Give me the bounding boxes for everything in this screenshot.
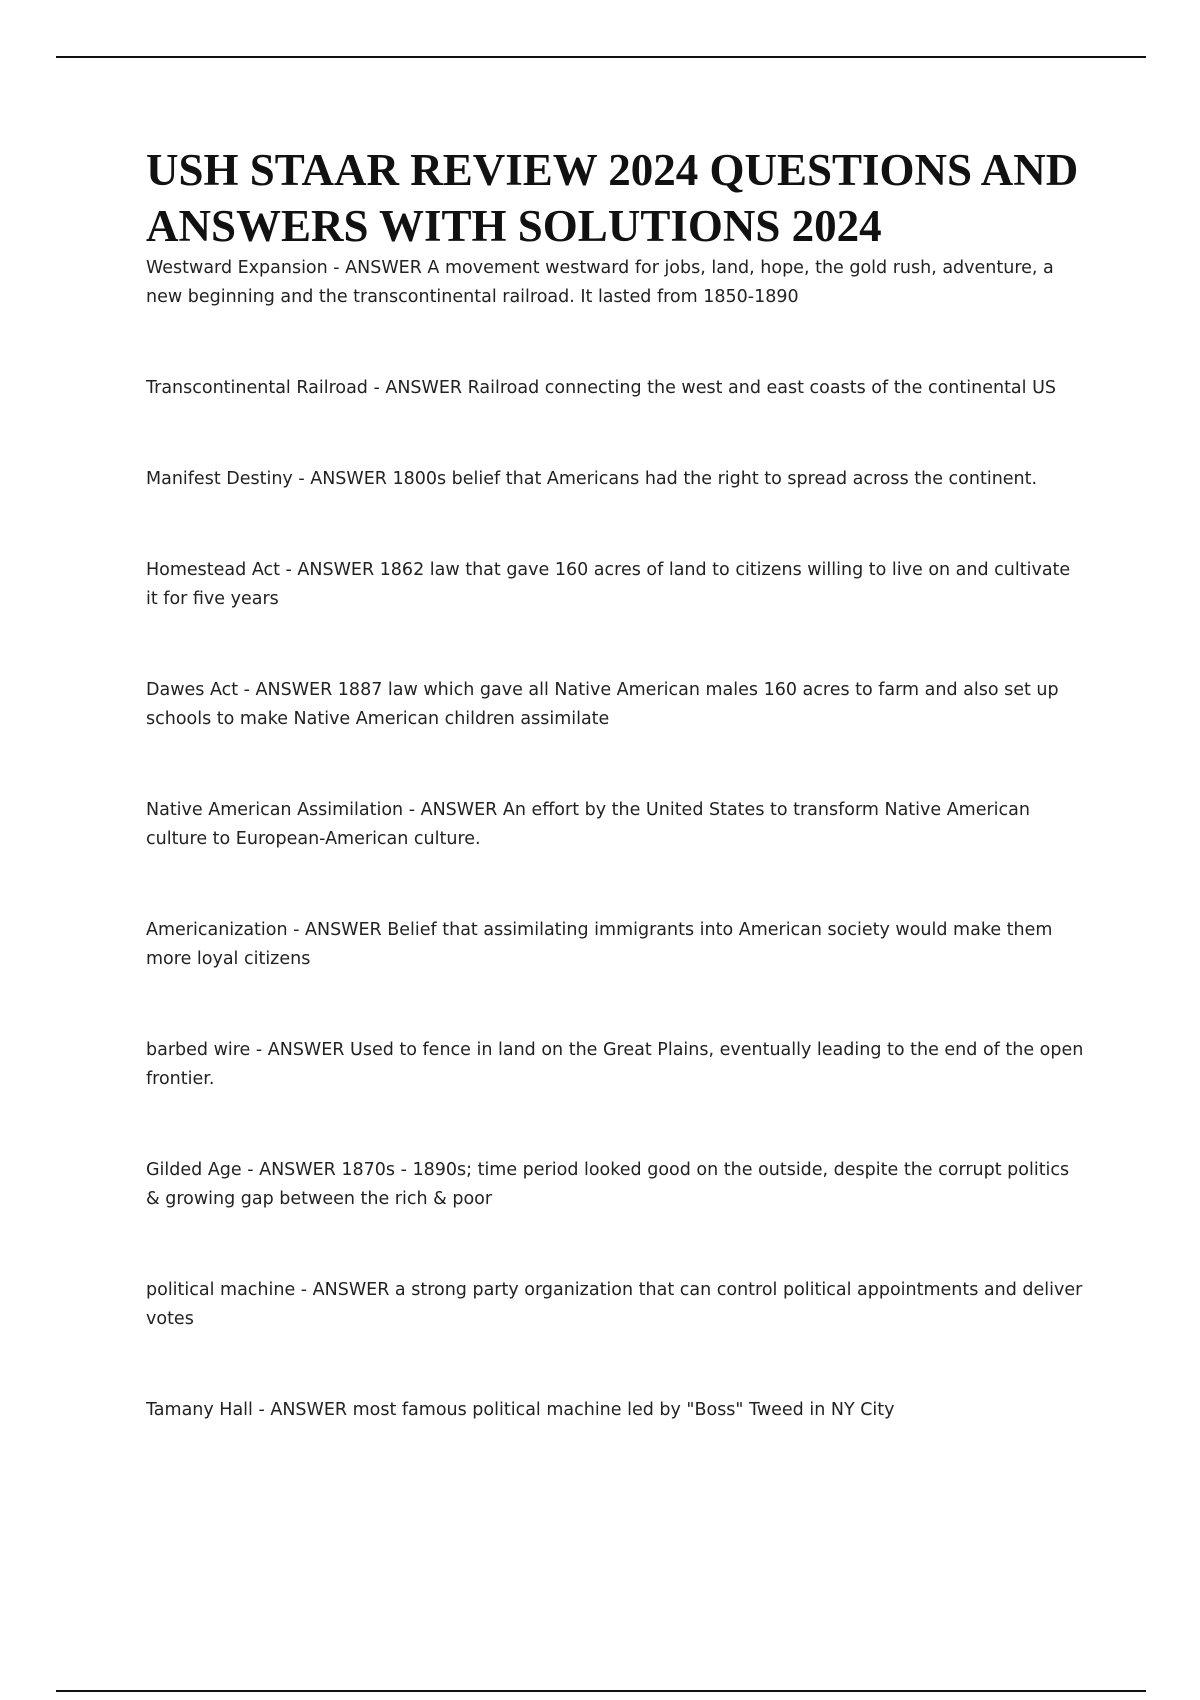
top-divider	[56, 56, 1146, 58]
list-item: barbed wire - ANSWER Used to fence in land on the Great Plains, eventually leading to the end of the open frontier.	[146, 1040, 1084, 1089]
list-item: political machine - ANSWER a strong party organization that can control political appointments and deliver votes	[146, 1280, 1083, 1329]
list-item: Tamany Hall - ANSWER most famous political machine led by "Boss" Tweed in NY City	[146, 1400, 895, 1420]
page-title: USH STAAR REVIEW 2024 QUESTIONS AND ANSWERS WITH SOLUTIONS 2024	[146, 145, 1079, 251]
list-item: Americanization - ANSWER Belief that assimilating immigrants into American society would make them more loyal citizens	[146, 920, 1053, 969]
list-item: Manifest Destiny - ANSWER 1800s belief that Americans had the right to spread across the continent.	[146, 469, 1038, 489]
list-item: Gilded Age - ANSWER 1870s - 1890s; time period looked good on the outside, despite the corrupt politics & growing gap between the rich & poor	[146, 1160, 1070, 1209]
flashcard-list	[146, 254, 1086, 1487]
list-item: Homestead Act - ANSWER 1862 law that gave 160 acres of land to citizens willing to live on and cultivate it for five years	[146, 560, 1071, 609]
list-item: Dawes Act - ANSWER 1887 law which gave all Native American males 160 acres to farm and also set up schools to make Native American children assimilate	[146, 680, 1059, 729]
list-item: Native American Assimilation - ANSWER An effort by the United States to transform Native American culture to European-American culture.	[146, 800, 1030, 849]
list-item: Westward Expansion - ANSWER A movement westward for jobs, land, hope, the gold rush, adventure, a new beginning and the transcontinental railroad. It lasted from 1850-1890	[146, 258, 1054, 307]
bottom-divider	[56, 1690, 1146, 1692]
list-item: Transcontinental Railroad - ANSWER Railroad connecting the west and east coasts of the continental US	[146, 378, 1056, 398]
